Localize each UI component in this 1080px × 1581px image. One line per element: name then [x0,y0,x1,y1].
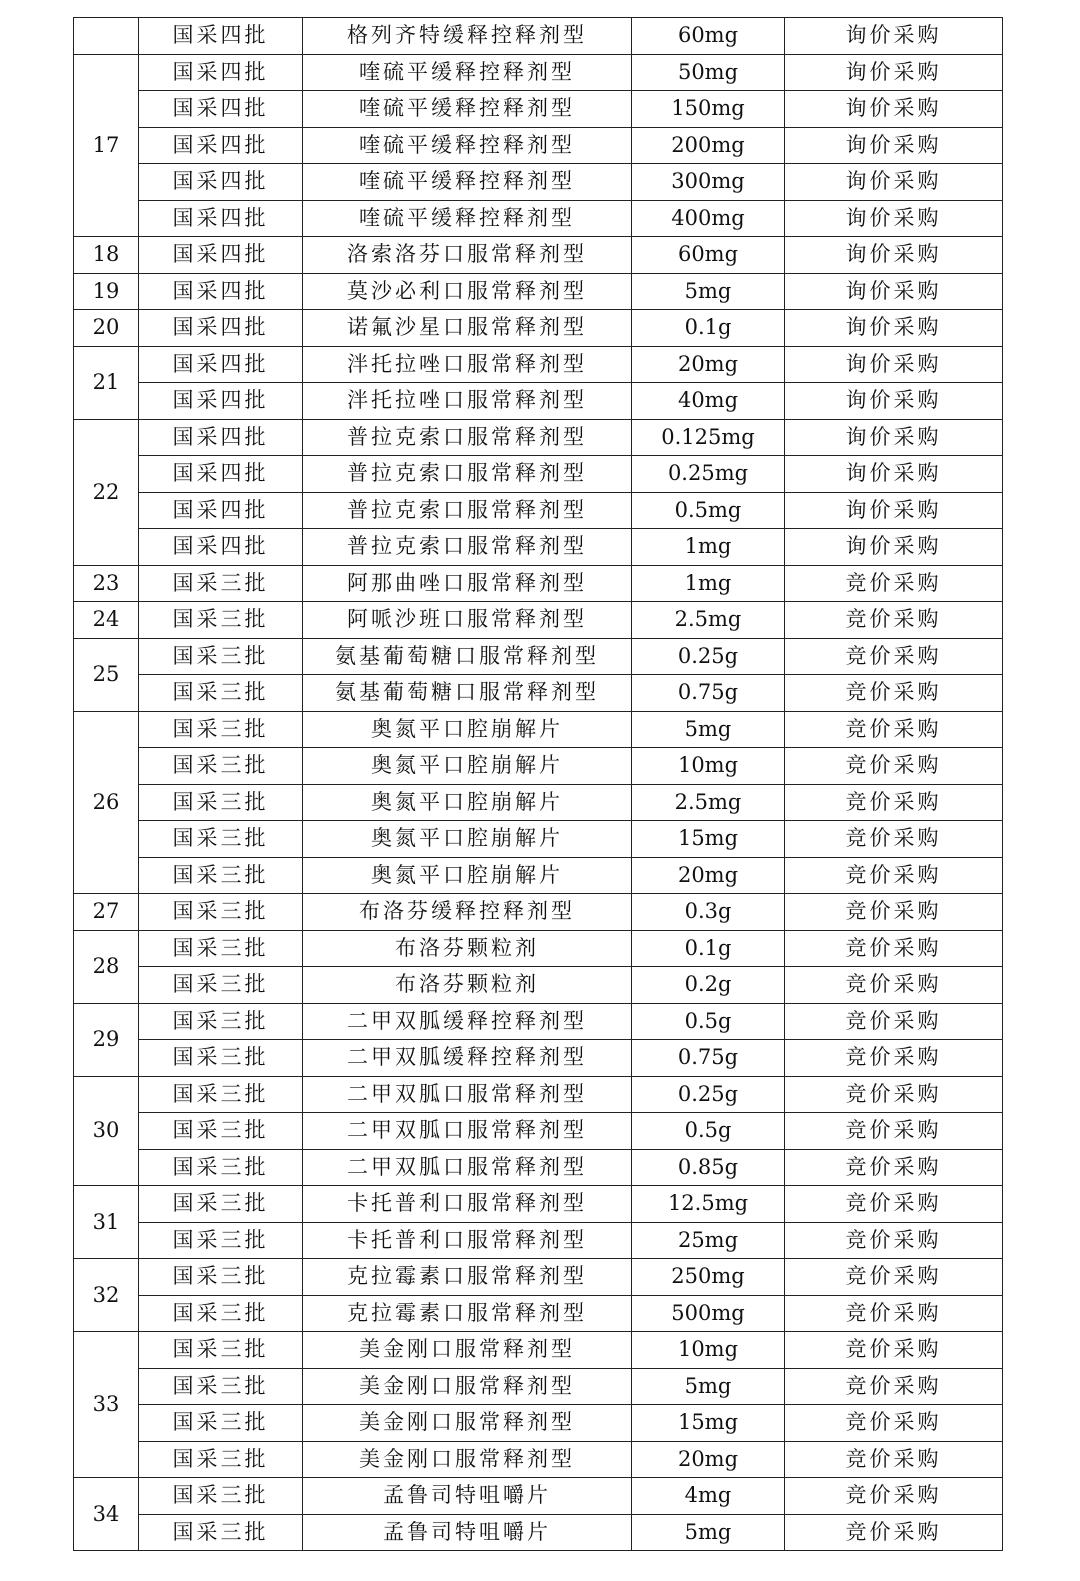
drug-name-cell: 喹硫平缓释控释剂型 [303,127,632,164]
drug-name-cell: 喹硫平缓释控释剂型 [303,200,632,237]
batch-cell: 国采三批 [139,1368,303,1405]
batch-cell: 国采三批 [139,1405,303,1442]
method-cell: 竞价采购 [785,602,1003,639]
drug-name-cell: 美金刚口服常释剂型 [303,1441,632,1478]
table-row [74,310,1003,347]
method-cell: 询价采购 [785,127,1003,164]
drug-name-cell: 泮托拉唑口服常释剂型 [303,346,632,383]
method-cell: 竞价采购 [785,1040,1003,1077]
row-number-cell: 18 [74,237,139,274]
spec-cell: 20mg [632,346,785,383]
batch-cell: 国采三批 [139,565,303,602]
table-row [74,1113,1003,1150]
table-row [74,748,1003,785]
spec-cell: 1mg [632,529,785,566]
table-row [74,346,1003,383]
spec-cell: 25mg [632,1222,785,1259]
spec-cell: 4mg [632,1478,785,1515]
drug-name-cell: 阿哌沙班口服常释剂型 [303,602,632,639]
drug-name-cell: 布洛芬缓释控释剂型 [303,894,632,931]
table-row [74,675,1003,712]
method-cell: 竞价采购 [785,675,1003,712]
table-row [74,1514,1003,1551]
batch-cell: 国采三批 [139,1113,303,1150]
table-row [74,529,1003,566]
batch-cell: 国采三批 [139,1441,303,1478]
method-cell: 竞价采购 [785,1149,1003,1186]
row-number-cell: 23 [74,565,139,602]
batch-cell: 国采四批 [139,127,303,164]
spec-cell: 0.2g [632,967,785,1004]
method-cell: 竞价采购 [785,784,1003,821]
drug-name-cell: 普拉克索口服常释剂型 [303,419,632,456]
method-cell: 询价采购 [785,419,1003,456]
method-cell: 询价采购 [785,310,1003,347]
table-row [74,1332,1003,1369]
row-number-cell: 28 [74,930,139,1003]
spec-cell: 300mg [632,164,785,201]
table-row [74,91,1003,128]
batch-cell: 国采三批 [139,784,303,821]
row-number-cell: 22 [74,419,139,565]
row-number-cell: 21 [74,346,139,419]
method-cell: 竞价采购 [785,1405,1003,1442]
table-row [74,821,1003,858]
table-row [74,602,1003,639]
batch-cell: 国采三批 [139,857,303,894]
drug-name-cell: 布洛芬颗粒剂 [303,967,632,1004]
drug-name-cell: 克拉霉素口服常释剂型 [303,1295,632,1332]
drug-name-cell: 孟鲁司特咀嚼片 [303,1514,632,1551]
spec-cell: 20mg [632,1441,785,1478]
method-cell: 询价采购 [785,492,1003,529]
spec-cell: 40mg [632,383,785,420]
method-cell: 竞价采购 [785,1332,1003,1369]
method-cell: 竞价采购 [785,1259,1003,1296]
drug-name-cell: 喹硫平缓释控释剂型 [303,91,632,128]
batch-cell: 国采三批 [139,711,303,748]
spec-cell: 0.25g [632,638,785,675]
drug-name-cell: 普拉克索口服常释剂型 [303,492,632,529]
drug-name-cell: 二甲双胍口服常释剂型 [303,1113,632,1150]
batch-cell: 国采三批 [139,1478,303,1515]
drug-name-cell: 泮托拉唑口服常释剂型 [303,383,632,420]
procurement-table [73,17,1003,1551]
table-row [74,200,1003,237]
drug-name-cell: 氨基葡萄糖口服常释剂型 [303,675,632,712]
drug-name-cell: 二甲双胍缓释控释剂型 [303,1040,632,1077]
batch-cell: 国采三批 [139,602,303,639]
method-cell: 竞价采购 [785,857,1003,894]
batch-cell: 国采三批 [139,748,303,785]
table-row [74,711,1003,748]
drug-name-cell: 二甲双胍缓释控释剂型 [303,1003,632,1040]
method-cell: 竞价采购 [785,967,1003,1004]
spec-cell: 500mg [632,1295,785,1332]
drug-name-cell: 二甲双胍口服常释剂型 [303,1149,632,1186]
method-cell: 竞价采购 [785,1441,1003,1478]
batch-cell: 国采四批 [139,492,303,529]
drug-name-cell: 奥氮平口腔崩解片 [303,821,632,858]
batch-cell: 国采三批 [139,1295,303,1332]
drug-name-cell: 阿那曲唑口服常释剂型 [303,565,632,602]
row-number-cell: 33 [74,1332,139,1478]
drug-name-cell: 美金刚口服常释剂型 [303,1368,632,1405]
spec-cell: 0.5g [632,1003,785,1040]
method-cell: 询价采购 [785,237,1003,274]
spec-cell: 5mg [632,1514,785,1551]
table-row [74,1441,1003,1478]
table-row [74,857,1003,894]
row-number-cell: 30 [74,1076,139,1186]
table-row [74,273,1003,310]
drug-name-cell: 诺氟沙星口服常释剂型 [303,310,632,347]
spec-cell: 0.25mg [632,456,785,493]
method-cell: 询价采购 [785,273,1003,310]
drug-name-cell: 卡托普利口服常释剂型 [303,1186,632,1223]
table-row [74,1222,1003,1259]
row-number-cell: 24 [74,602,139,639]
table-row [74,383,1003,420]
method-cell: 竞价采购 [785,1222,1003,1259]
spec-cell: 5mg [632,1368,785,1405]
drug-name-cell: 普拉克索口服常释剂型 [303,529,632,566]
spec-cell: 15mg [632,821,785,858]
batch-cell: 国采三批 [139,1514,303,1551]
table-row [74,456,1003,493]
table-row [74,54,1003,91]
row-number-cell [74,18,139,55]
batch-cell: 国采三批 [139,967,303,1004]
method-cell: 竞价采购 [785,1295,1003,1332]
table-row [74,1149,1003,1186]
spec-cell: 2.5mg [632,784,785,821]
batch-cell: 国采四批 [139,273,303,310]
method-cell: 竞价采购 [785,894,1003,931]
spec-cell: 0.75g [632,1040,785,1077]
drug-name-cell: 二甲双胍口服常释剂型 [303,1076,632,1113]
method-cell: 询价采购 [785,91,1003,128]
spec-cell: 150mg [632,91,785,128]
batch-cell: 国采三批 [139,894,303,931]
method-cell: 竞价采购 [785,638,1003,675]
batch-cell: 国采三批 [139,1040,303,1077]
drug-name-cell: 奥氮平口腔崩解片 [303,857,632,894]
method-cell: 竞价采购 [785,1003,1003,1040]
drug-name-cell: 孟鲁司特咀嚼片 [303,1478,632,1515]
batch-cell: 国采四批 [139,91,303,128]
method-cell: 竞价采购 [785,565,1003,602]
table-row [74,1076,1003,1113]
table-row [74,492,1003,529]
spec-cell: 0.5mg [632,492,785,529]
table-row [74,930,1003,967]
method-cell: 竞价采购 [785,1113,1003,1150]
spec-cell: 400mg [632,200,785,237]
row-number-cell: 34 [74,1478,139,1551]
batch-cell: 国采四批 [139,529,303,566]
batch-cell: 国采四批 [139,310,303,347]
drug-name-cell: 卡托普利口服常释剂型 [303,1222,632,1259]
batch-cell: 国采三批 [139,1222,303,1259]
method-cell: 询价采购 [785,200,1003,237]
spec-cell: 0.1g [632,310,785,347]
drug-name-cell: 奥氮平口腔崩解片 [303,711,632,748]
batch-cell: 国采三批 [139,821,303,858]
batch-cell: 国采三批 [139,1332,303,1369]
batch-cell: 国采四批 [139,456,303,493]
spec-cell: 5mg [632,273,785,310]
spec-cell: 1mg [632,565,785,602]
drug-name-cell: 克拉霉素口服常释剂型 [303,1259,632,1296]
batch-cell: 国采四批 [139,346,303,383]
spec-cell: 20mg [632,857,785,894]
row-number-cell: 19 [74,273,139,310]
drug-name-cell: 奥氮平口腔崩解片 [303,748,632,785]
table-row [74,1186,1003,1223]
table-row [74,894,1003,931]
batch-cell: 国采四批 [139,18,303,55]
spec-cell: 0.5g [632,1113,785,1150]
method-cell: 竞价采购 [785,1368,1003,1405]
method-cell: 竞价采购 [785,930,1003,967]
spec-cell: 60mg [632,18,785,55]
drug-name-cell: 奥氮平口腔崩解片 [303,784,632,821]
table-row [74,164,1003,201]
method-cell: 竞价采购 [785,1514,1003,1551]
drug-name-cell: 喹硫平缓释控释剂型 [303,164,632,201]
batch-cell: 国采四批 [139,419,303,456]
batch-cell: 国采四批 [139,164,303,201]
method-cell: 竞价采购 [785,1478,1003,1515]
drug-name-cell: 喹硫平缓释控释剂型 [303,54,632,91]
row-number-cell: 26 [74,711,139,894]
batch-cell: 国采三批 [139,1076,303,1113]
spec-cell: 10mg [632,1332,785,1369]
spec-cell: 0.25g [632,1076,785,1113]
method-cell: 竞价采购 [785,748,1003,785]
method-cell: 询价采购 [785,346,1003,383]
table-row [74,419,1003,456]
table-row [74,1040,1003,1077]
table-row [74,967,1003,1004]
row-number-cell: 17 [74,54,139,237]
batch-cell: 国采三批 [139,1259,303,1296]
spec-cell: 50mg [632,54,785,91]
table-row [74,127,1003,164]
table-row [74,237,1003,274]
spec-cell: 12.5mg [632,1186,785,1223]
method-cell: 询价采购 [785,164,1003,201]
drug-name-cell: 美金刚口服常释剂型 [303,1405,632,1442]
drug-name-cell: 布洛芬颗粒剂 [303,930,632,967]
method-cell: 询价采购 [785,54,1003,91]
spec-cell: 2.5mg [632,602,785,639]
drug-name-cell: 莫沙必利口服常释剂型 [303,273,632,310]
method-cell: 询价采购 [785,529,1003,566]
spec-cell: 200mg [632,127,785,164]
drug-name-cell: 格列齐特缓释控释剂型 [303,18,632,55]
spec-cell: 15mg [632,1405,785,1442]
table-row [74,1003,1003,1040]
method-cell: 询价采购 [785,18,1003,55]
spec-cell: 0.85g [632,1149,785,1186]
table-row [74,1478,1003,1515]
row-number-cell: 20 [74,310,139,347]
spec-cell: 60mg [632,237,785,274]
spec-cell: 250mg [632,1259,785,1296]
spec-cell: 0.1g [632,930,785,967]
drug-name-cell: 美金刚口服常释剂型 [303,1332,632,1369]
drug-name-cell: 洛索洛芬口服常释剂型 [303,237,632,274]
batch-cell: 国采四批 [139,383,303,420]
spec-cell: 10mg [632,748,785,785]
batch-cell: 国采三批 [139,1149,303,1186]
table-row [74,1368,1003,1405]
spec-cell: 0.125mg [632,419,785,456]
drug-name-cell: 普拉克索口服常释剂型 [303,456,632,493]
table-row [74,638,1003,675]
batch-cell: 国采三批 [139,675,303,712]
table-row [74,1295,1003,1332]
table-row [74,1405,1003,1442]
batch-cell: 国采三批 [139,930,303,967]
method-cell: 询价采购 [785,383,1003,420]
batch-cell: 国采四批 [139,237,303,274]
row-number-cell: 27 [74,894,139,931]
row-number-cell: 25 [74,638,139,711]
batch-cell: 国采三批 [139,638,303,675]
batch-cell: 国采四批 [139,54,303,91]
row-number-cell: 32 [74,1259,139,1332]
spec-cell: 5mg [632,711,785,748]
spec-cell: 0.3g [632,894,785,931]
method-cell: 竞价采购 [785,1186,1003,1223]
batch-cell: 国采四批 [139,200,303,237]
method-cell: 询价采购 [785,456,1003,493]
table-row [74,565,1003,602]
table-row [74,18,1003,55]
row-number-cell: 31 [74,1186,139,1259]
table-row [74,1259,1003,1296]
table-row [74,784,1003,821]
batch-cell: 国采三批 [139,1186,303,1223]
table-body [74,18,1003,1551]
spec-cell: 0.75g [632,675,785,712]
batch-cell: 国采三批 [139,1003,303,1040]
drug-name-cell: 氨基葡萄糖口服常释剂型 [303,638,632,675]
method-cell: 竞价采购 [785,821,1003,858]
method-cell: 竞价采购 [785,711,1003,748]
row-number-cell: 29 [74,1003,139,1076]
method-cell: 竞价采购 [785,1076,1003,1113]
